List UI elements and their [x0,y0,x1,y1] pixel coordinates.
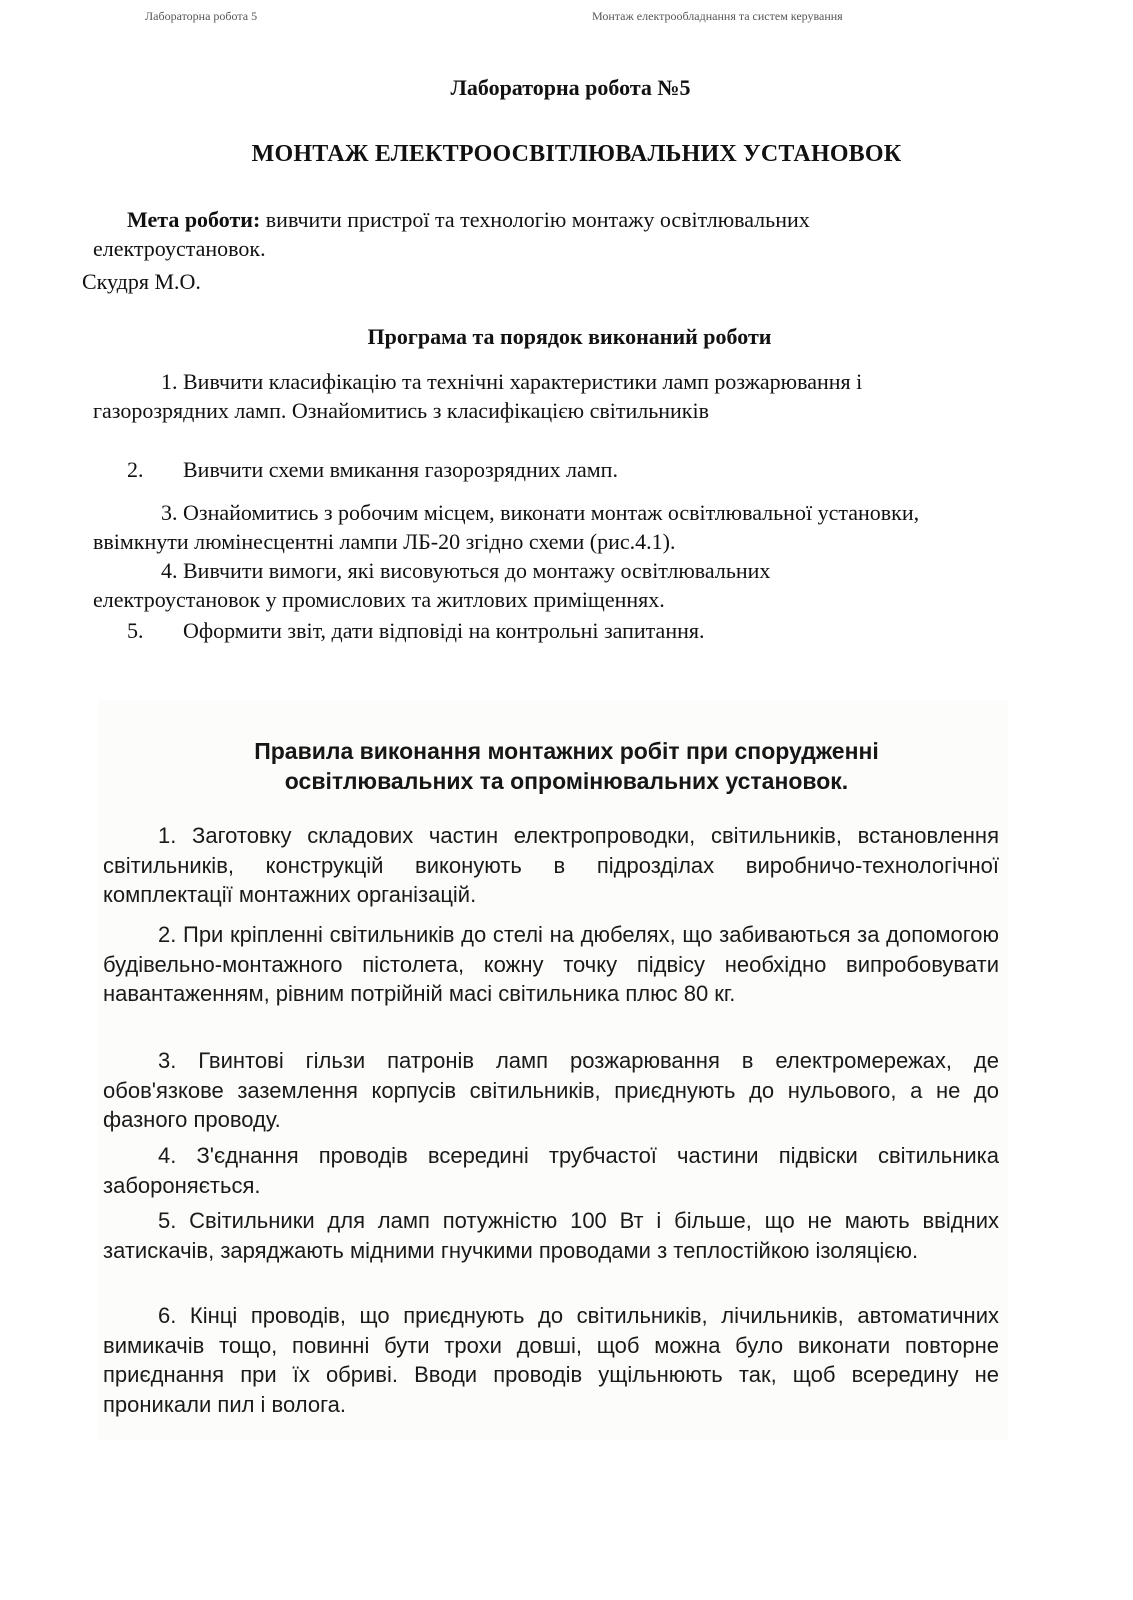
rule-item-4: 4. З'єднання проводів всередині трубчастої частини підвіски світильника забороняється. [103,1143,999,1198]
program-item-number: 4. [161,558,178,583]
program-item-number: 3. [161,500,178,525]
running-header-left: Лабораторна робота 5 [145,9,258,23]
program-title: Програма та порядок виконаний роботи [367,324,772,349]
rules-title [0,736,1133,796]
rule-item-1: 1. Заготовку складових частин електропроводки, світильників, встановлення світильників, конструкцій виконують в підрозділах виробничо-технологічної комплектації монтажних організацій. [103,823,999,907]
program-item-text: Вивчити класифікацію та технічні характеристики ламп розжарювання і газорозрядних ламп. Ознайомитись з класифікацією світильників [93,369,863,423]
lab-title: Лабораторна робота №5 [450,75,691,100]
program-item-3 [93,498,943,556]
rule-item-2: 2. При кріпленні світильників до стелі на дюбелях, що забиваються за допомогою будівельно-монтажного пістолета, кожну точку підвісу необхідно випробовувати навантаженням, рівним потрійній масі світильника плюс 80 кг. [103,922,999,1006]
program-item-2 [127,455,827,484]
rule-item-5: 5. Світильники для ламп потужністю 100 Вт і більше, що не мають ввідних затискачів, заряджають мідними гнучкими проводами з теплостійкою ізоляцією. [103,1208,999,1263]
goal-text: вивчити пристрої та технологію монтажу освітлювальних електроустановок. [93,207,810,261]
program-item-number: 5. [127,618,144,643]
goal-paragraph [93,205,963,263]
program-item-number: 1. [161,369,178,394]
goal-label: Мета роботи: [127,207,261,232]
program-item-5 [127,616,847,645]
program-item-text: Оформити звіт, дати відповіді на контрольні запитання. [183,618,705,643]
author: Скудря М.О. [82,269,201,294]
running-header-right: Монтаж електрообладнання та систем керування [592,9,843,23]
main-title: МОНТАЖ ЕЛЕКТРООСВІТЛЮВАЛЬНИХ УСТАНОВОК [251,141,902,167]
program-item-text: Вивчити вимоги, які висовуються до монтажу освітлювальних електроустановок у промислових та житлових приміщеннях. [93,558,771,612]
rule-item-3: 3. Гвинтові гільзи патронів ламп розжарювання в електромережах, де обов'язкове заземлення корпусів світильників, приєднують до нульового, а не до фазного проводу. [103,1048,999,1132]
rules-title-line-2: освітлювальних та опромінювальних установок. [284,768,849,794]
program-item-number: 2. [127,457,144,482]
rule-item-6: 6. Кінці проводів, що приєднують до світильників, лічильників, автоматичних вимикачів тощо, повинні бути трохи довші, щоб можна було виконати повторне приєднання при їх обриві. Вводи проводів ущільнюють так, щоб всередину не проникали пил і волога. [103,1303,999,1417]
rules-title-line-1: Правила виконання монтажних робіт при спорудженні [254,738,879,764]
program-item-4 [93,556,853,614]
program-item-1 [93,367,893,425]
program-item-text: Вивчити схеми вмикання газорозрядних ламп. [183,457,618,482]
program-item-text: Ознайомитись з робочим місцем, виконати монтаж освітлювальної установки, ввімкнути люмінесцентні лампи ЛБ-20 згідно схеми (рис.4.1). [93,500,920,554]
